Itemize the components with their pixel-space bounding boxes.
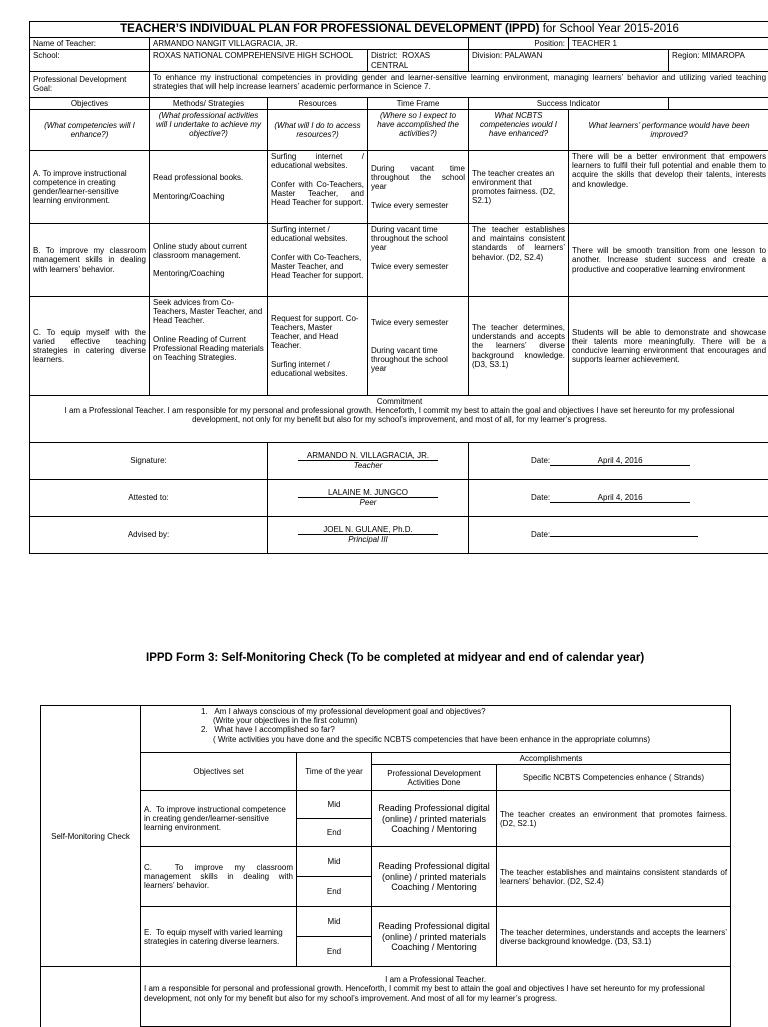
method-item: Online study about current classroom management.: [153, 242, 264, 260]
advised-date: [550, 536, 698, 537]
form3-commitment-cell: [141, 967, 731, 1027]
resources-cell: [268, 150, 368, 223]
district-cell: District: ROXAS CENTRAL: [368, 50, 469, 71]
question-2-note: ( Write activities you have done and the specific NCBTS competencies that have been enhance in the appropriate columns): [201, 735, 727, 744]
monitor-row: [41, 847, 731, 877]
signature-name: ARMANDO N. VILLAGRACIA, JR.: [298, 451, 438, 461]
learners-cell: There will be smooth transition from one lesson to another. Increase student success and create a productive and cooperative learning environment: [569, 223, 768, 296]
time-item: Twice every semester: [371, 262, 465, 271]
time-item: Twice every semester: [371, 318, 465, 327]
date-label: Date:: [531, 493, 550, 502]
header-resources: Resources: [268, 97, 368, 109]
time-cell: [368, 150, 469, 223]
objective-cell: B. To improve my classroom management skills in dealing with learners’ behavior.: [30, 223, 150, 296]
form3-table: [40, 705, 731, 1027]
plan-row: [30, 296, 768, 395]
question-1: 1. Am I always conscious of my professional development goal and objectives?: [201, 707, 727, 716]
method-item: Seek advices from Co-Teachers, Master Teacher, and Head Teacher.: [153, 298, 264, 326]
time-item: During vacant time throughout the school year: [371, 225, 465, 253]
learners-cell: Students will be able to demonstrate and showcase their talents more meaningfully. There will be a conducive learning environment that encourages and supports learner achievement.: [569, 296, 768, 395]
form3-commitment-text: I am a responsible for personal and professional growth. Henceforth, I commit my best to attain the goal and objectives I have set hereunto for my professional development, not only for my benefit but also for my school’s improvement. And most of all for my learner’s progress.: [144, 984, 727, 1002]
resource-item: Confer with Co-Teachers, Master Teacher, and Head Teacher for support.: [271, 180, 364, 208]
monitor-competency: The teacher creates an environment that promotes fairness. (D2, S2.1): [497, 791, 731, 847]
school-value: ROXAS NATIONAL COMPREHENSIVE HIGH SCHOOL: [150, 50, 368, 71]
position-value: TEACHER 1: [569, 38, 768, 50]
objective-cell: C. To equip myself with the varied effective teaching strategies in catering diverse learners.: [30, 296, 150, 395]
col-time-of-year: Time of the year: [297, 753, 372, 791]
signature-row: [30, 479, 768, 516]
date-label: Date:: [531, 530, 550, 539]
advised-name-cell: [268, 516, 469, 553]
subheader-learners: What learners’ performance would have been improved?: [569, 109, 768, 150]
advised-name: JOEL N. GULANE, Ph.D.: [298, 525, 438, 535]
ncbts-cell: The teacher establishes and maintains consistent standards of learners’ behavior. (D2, S2.4): [469, 223, 569, 296]
commitment-title: Commitment: [33, 397, 766, 406]
time-cell: [368, 296, 469, 395]
signature-label: Signature:: [30, 442, 268, 479]
ncbts-cell: The teacher creates an environment that promotes fairness. (D2, S2.1): [469, 150, 569, 223]
resources-cell: [268, 296, 368, 395]
goal-label: Professional Development Goal:: [30, 71, 150, 97]
signature-date-cell: [469, 442, 768, 479]
resource-item: Surfing internet / educational websites.: [271, 152, 364, 170]
monitor-end: End: [297, 877, 372, 907]
header-time-frame: Time Frame: [368, 97, 469, 109]
question-2: 2. What have I accomplished so far?: [201, 725, 727, 734]
goal-value: To enhance my instructional competencies in providing gender and learner-sensitive learning environment, managing learners’ behavior and utilizing varied teaching strategies that will help increase learners’ academic performance in Science 7.: [150, 71, 768, 97]
subheader-ncbts: What NCBTS competencies would I have enhanced?: [469, 109, 569, 150]
methods-cell: [150, 150, 268, 223]
signature-row: [30, 516, 768, 553]
attested-date-cell: [469, 479, 768, 516]
objective-cell: A. To improve instructional competence in creating gender/learner-sensitive learning environment.: [30, 150, 150, 223]
monitor-row: [41, 907, 731, 937]
name-label: Name of Teacher:: [30, 38, 150, 50]
commitment-cell: [30, 395, 768, 442]
plan-row: [30, 223, 768, 296]
methods-cell: [150, 223, 268, 296]
time-item: During vacant time throughout the school year: [371, 346, 465, 374]
plan-row: [30, 150, 768, 223]
methods-cell: [150, 296, 268, 395]
monitor-mid: Mid: [297, 907, 372, 937]
region-cell: Region: MIMAROPA: [669, 50, 768, 71]
monitor-objective: C. To improve my classroom management skills in dealing with learners’ behavior.: [141, 847, 297, 907]
subheader-activities: (What professional activities will I undertake to achieve my objective?): [150, 109, 268, 150]
method-item: Mentoring/Coaching: [153, 269, 264, 278]
resource-item: Request for support. Co-Teachers, Master Teacher, and Head Teacher.: [271, 314, 364, 351]
monitor-activities: Reading Professional digital (online) / printed materials Coaching / Mentoring: [372, 907, 497, 967]
self-monitoring-label: Self-Monitoring Check: [41, 706, 141, 967]
header-success-indicator: Success Indicator: [469, 97, 669, 109]
attested-name-cell: [268, 479, 469, 516]
learners-cell: There will be a better environment that empowers learners to fulfil their full potential and enable them to acquire the skills that develop their talents, interests and knowledge.: [569, 150, 768, 223]
division-cell: Division: PALAWAN: [469, 50, 669, 71]
method-item: Read professional books.: [153, 173, 264, 182]
accomplishments-header: Accomplishments: [372, 753, 731, 765]
time-item: During vacant time throughout the school year: [371, 164, 465, 192]
monitor-end: End: [297, 819, 372, 847]
col-activities-done: Professional Development Activities Done: [372, 765, 497, 791]
signature-row: [30, 442, 768, 479]
attested-label: Attested to:: [30, 479, 268, 516]
question-1-note: (Write your objectives in the first column): [201, 716, 727, 725]
advised-date-cell: [469, 516, 768, 553]
col-ncbts-competencies: Specific NCBTS Competencies enhance ( Strands): [497, 765, 731, 791]
monitor-objective: E. To equip myself with varied learning strategies in catering diverse learners.: [141, 907, 297, 967]
advised-label: Advised by:: [30, 516, 268, 553]
signature-name-cell: [268, 442, 469, 479]
form3-title: IPPD Form 3: Self-Monitoring Check (To be completed at midyear and end of calendar year): [146, 652, 644, 665]
position-label: Position:: [469, 38, 569, 50]
monitor-objective: A. To improve instructional competence in creating gender/learner-sensitive learning environment.: [141, 791, 297, 847]
attested-date: April 4, 2016: [550, 493, 690, 503]
method-item: Mentoring/Coaching: [153, 192, 264, 201]
date-label: Date:: [531, 456, 550, 465]
monitor-competency: The teacher establishes and maintains consistent standards of learners’ behavior. (D2, S2.4): [497, 847, 731, 907]
monitor-mid: Mid: [297, 791, 372, 819]
monitor-activities: Reading Professional digital (online) / printed materials Coaching / Mentoring: [372, 847, 497, 907]
monitor-end: End: [297, 937, 372, 967]
attested-name: LALAINE M. JUNGCO: [298, 488, 438, 498]
monitor-mid: Mid: [297, 847, 372, 877]
resource-item: Surfing internet / educational websites.: [271, 225, 364, 243]
monitor-row: [41, 791, 731, 819]
header-methods: Methods/ Strategies: [150, 97, 268, 109]
advised-role: Principal III: [271, 535, 465, 544]
resource-item: Surfing internet / educational websites.: [271, 360, 364, 378]
questions-cell: [141, 706, 731, 753]
time-cell: [368, 223, 469, 296]
col-objectives-set: Objectives set: [141, 753, 297, 791]
signature-role: Teacher: [271, 461, 465, 470]
ippd-form: [29, 21, 768, 554]
header-objectives: Objectives: [30, 97, 150, 109]
name-value: ARMANDO NANGIT VILLAGRACIA, JR.: [150, 38, 469, 50]
form3-commitment-title: I am a Professional Teacher.: [144, 975, 727, 984]
subheader-when: (Where so I expect to have accomplished the activities?): [368, 109, 469, 150]
commitment-text: I am a Professional Teacher. I am responsible for my personal and professional growth. Henceforth, I commit my best to attain the goal and objectives I have set hereunto for my professional development, not only for my benefit but also for my school’s improvement, and most of all, for my learner’s progress.: [33, 406, 766, 424]
subheader-resources: (What will I do to access resources?): [268, 109, 368, 150]
time-item: Twice every semester: [371, 201, 465, 210]
subheader-competencies: (What competencies will I enhance?): [30, 109, 150, 150]
monitor-competency: The teacher determines, understands and accepts the learners’ diverse background knowledge. (D3, S3.1): [497, 907, 731, 967]
ncbts-cell: The teacher determines, understands and accepts the learners’ diverse background knowledge. (D3, S3.1): [469, 296, 569, 395]
resource-item: Confer with Co-Teachers, Master Teacher, and Head Teacher for support.: [271, 253, 364, 281]
school-label: School:: [30, 50, 150, 71]
ippd-title: TEACHER’S INDIVIDUAL PLAN FOR PROFESSIONAL DEVELOPMENT (IPPD) for School Year 2015-2016: [30, 22, 768, 38]
signature-date: April 4, 2016: [550, 456, 690, 466]
method-item: Online Reading of Current Professional Reading materials on Teaching Strategies.: [153, 335, 264, 363]
monitor-activities: Reading Professional digital (online) / printed materials Coaching / Mentoring: [372, 791, 497, 847]
attested-role: Peer: [271, 498, 465, 507]
resources-cell: [268, 223, 368, 296]
